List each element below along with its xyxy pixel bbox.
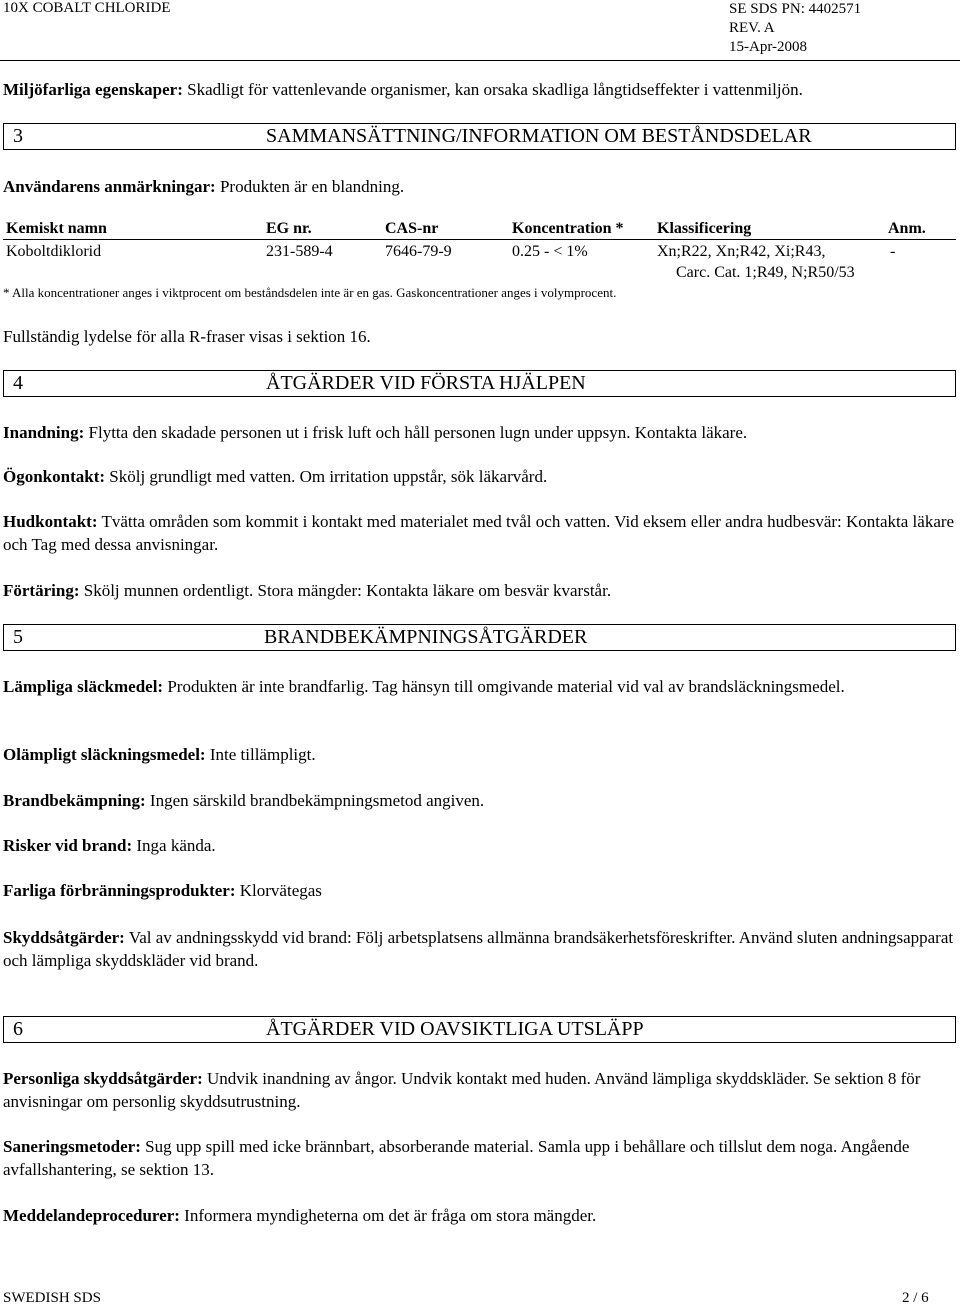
eye-contact-label: Ögonkontakt: (3, 467, 106, 486)
user-note (3, 175, 955, 198)
cell-cas-number: 7646-79-9 (385, 243, 452, 260)
fire-risks-label: Risker vid brand: (3, 836, 133, 855)
eye-contact-text: Skölj grundligt med vatten. Om irritation uppstår, sök läkarvård. (109, 467, 548, 486)
section-3-heading (3, 123, 956, 150)
first-aid-skin-contact (3, 510, 955, 556)
cell-concentration: 0.25 - < 1% (512, 243, 588, 260)
combustion-products-label: Farliga förbränningsprodukter: (3, 881, 236, 900)
protective-measures-text: Val av andningsskydd vid brand: Följ arbetsplatsens allmänna brandsäkerhetsföreskrifter. Använd sluten andningsapparat och lämpliga skyddskläder vid brand. (3, 928, 954, 970)
fire-protective-measures (3, 926, 955, 972)
fire-fighting (3, 789, 955, 812)
section-6-heading (3, 1016, 956, 1043)
fire-risks-text: Inga kända. (136, 836, 216, 855)
rphrases-note: Fullständig lydelse för alla R-fraser visas i sektion 16. (3, 327, 371, 346)
col-header-note: Anm. (888, 220, 926, 237)
header-divider (0, 60, 960, 61)
col-header-chemical-name: Kemiskt namn (6, 220, 107, 237)
env-label: Miljöfarliga egenskaper: (3, 80, 183, 99)
unsuitable-media-label: Olämpligt släckningsmedel: (3, 745, 206, 764)
fire-fighting-text: Ingen särskild brandbekämpningsmetod angiven. (149, 791, 485, 810)
header-revision: REV. A (729, 20, 775, 36)
protective-measures-label: Skyddsåtgärder: (3, 928, 125, 947)
personal-precautions-text: Undvik inandning av ångor. Undvik kontakt med huden. Använd lämpliga skyddskläder. Se sektion 8 för anvisningar om personlig skyddsutrustning. (3, 1069, 921, 1111)
first-aid-inhalation (3, 421, 955, 444)
notification-procedures-text: Informera myndigheterna om det är fråga om stora mängder. (184, 1206, 597, 1225)
skin-contact-label: Hudkontakt: (3, 512, 98, 531)
cleanup-methods-label: Saneringsmetoder: (3, 1137, 141, 1156)
section-5-number: 5 (13, 626, 23, 648)
fire-fighting-label: Brandbekämpning: (3, 791, 146, 810)
col-header-eg-number: EG nr. (266, 220, 312, 237)
footer-page-number: 2 / 6 (902, 1290, 929, 1306)
ingestion-text: Skölj munnen ordentligt. Stora mängder: Kontakta läkare om besvär kvarstår. (83, 581, 612, 600)
section-4-heading (3, 370, 956, 397)
skin-contact-text: Tvätta områden som kommit i kontakt med materialet med tvål och vatten. Vid eksem eller andra hudbesvär: Kontakta läkare och Tag med dessa anvisningar. (3, 512, 955, 554)
notification-procedures (3, 1204, 955, 1227)
header-doc-info (729, 0, 861, 57)
cleanup-methods (3, 1135, 955, 1181)
unsuitable-media-text: Inte tillämpligt. (209, 745, 316, 764)
section-4-number: 4 (13, 372, 23, 394)
personal-precautions-label: Personliga skyddsåtgärder: (3, 1069, 203, 1088)
first-aid-ingestion (3, 579, 955, 602)
first-aid-eye-contact (3, 465, 955, 488)
cell-classification-line2: Carc. Cat. 1;R49, N;R50/53 (676, 264, 855, 281)
env-properties (3, 78, 955, 101)
header-product-name: 10X COBALT CHLORIDE (3, 0, 171, 16)
composition-table (0, 218, 960, 302)
col-header-classification: Klassificering (657, 220, 752, 237)
footer-doc-name: SWEDISH SDS (3, 1290, 101, 1306)
cleanup-methods-text: Sug upp spill med icke brännbart, absorberande material. Samla upp i behållare och tillslut dem noga. Angående avfallshantering, se sektion 13. (3, 1137, 910, 1179)
cell-classification-line1: Xn;R22, Xn;R42, Xi;R43, (657, 243, 826, 260)
env-text: Skadligt för vattenlevande organismer, kan orsaka skadliga långtidseffekter i vattenmiljön. (187, 80, 803, 99)
col-header-concentration: Koncentration * (512, 220, 624, 237)
cell-eg-number: 231-589-4 (266, 243, 333, 260)
combustion-products-text: Klorvätegas (239, 881, 322, 900)
table-footnote: * Alla koncentrationer anges i viktprocent om beståndsdelen inte är en gas. Gaskoncentrationer anges i volymprocent. (3, 285, 617, 300)
fire-unsuitable-media (3, 743, 955, 766)
notification-procedures-label: Meddelandeprocedurer: (3, 1206, 180, 1225)
section-6-title: ÅTGÄRDER VID OAVSIKTLIGA UTSLÄPP (266, 1018, 644, 1040)
header-date: 15-Apr-2008 (729, 39, 808, 55)
col-header-cas-number: CAS-nr (385, 220, 439, 237)
section-5-heading (3, 624, 956, 651)
personal-precautions (3, 1067, 955, 1113)
table-header-divider (3, 239, 956, 240)
suitable-media-label: Lämpliga släckmedel: (3, 677, 164, 696)
cell-note: - (890, 243, 896, 260)
cell-chemical-name: Koboltdiklorid (6, 243, 102, 260)
ingestion-label: Förtäring: (3, 581, 80, 600)
suitable-media-text: Produkten är inte brandfarlig. Tag hänsyn till omgivande material vid val av brandsläckningsmedel. (167, 677, 845, 696)
user-note-label: Användarens anmärkningar: (3, 177, 216, 196)
inhalation-text: Flytta den skadade personen ut i frisk luft och håll personen lugn under uppsyn. Kontakta läkare. (88, 423, 748, 442)
user-note-text: Produkten är en blandning. (219, 177, 405, 196)
section-4-title: ÅTGÄRDER VID FÖRSTA HJÄLPEN (266, 372, 586, 394)
fire-risks (3, 834, 955, 857)
section-3-number: 3 (13, 125, 23, 147)
section-5-title: BRANDBEKÄMPNINGSÅTGÄRDER (264, 626, 588, 648)
section-3-title: SAMMANSÄTTNING/INFORMATION OM BESTÅNDSDELAR (266, 125, 812, 147)
fire-combustion-products (3, 879, 955, 902)
header-sds-pn: SE SDS PN: 4402571 (729, 1, 862, 17)
inhalation-label: Inandning: (3, 423, 85, 442)
section-6-number: 6 (13, 1018, 23, 1040)
fire-suitable-media (3, 675, 955, 698)
